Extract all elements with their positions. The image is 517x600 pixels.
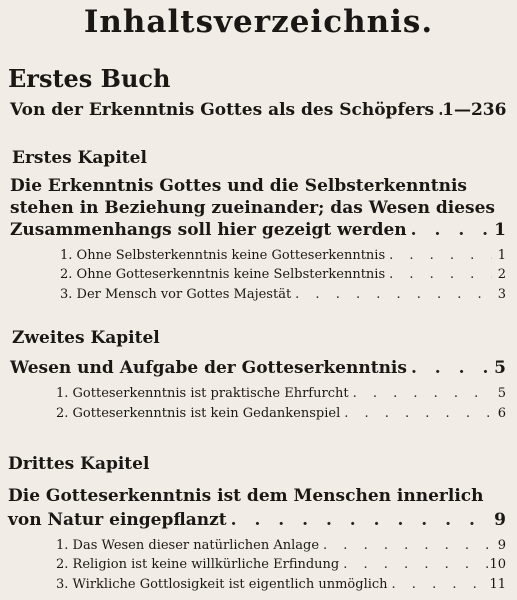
section-label: 1. Das Wesen dieser natürlichen Anlage [56,538,320,553]
section-label: 3. Wirkliche Gottlosigkeit ist eigentlich unmöglich [56,577,388,592]
section-page: 5 [497,386,506,401]
section-label: 2. Gotteserkenntnis ist kein Gedankenspiel [56,406,341,421]
book-title: Erstes Buch [8,64,171,93]
toc-entry [60,287,506,302]
section-label: 2. Religion ist keine willkürliche Erfindung [56,557,340,572]
section-page: 3 [497,287,506,302]
leader-dots [291,287,492,302]
chapter-3-page: 9 [494,510,506,530]
chapter-3-heading-entry [8,510,506,530]
leader-dots [227,510,492,530]
toc-entry [56,406,506,421]
chapter-2-label: Zweites Kapitel [12,328,160,348]
leader-dots [339,557,489,572]
book-subtitle: Von der Erkenntnis Gottes als des Schöpfers [10,100,435,120]
section-label: 1. Gotteserkenntnis ist praktische Ehrfurcht [56,386,349,401]
chapter-2-page: 5 [494,358,506,378]
chapter-1-label: Erstes Kapitel [12,148,147,168]
chapter-1-heading-entry [10,220,506,240]
section-page: 2 [497,267,506,282]
chapter-2-heading-entry [10,358,506,378]
section-page: 9 [497,538,506,553]
section-page: 6 [497,406,506,421]
chapter-1-heading-line-1: Die Erkenntnis Gottes und die Selbsterkenntnis [10,176,467,196]
chapter-1-page: 1 [494,220,506,240]
leader-dots [385,267,492,282]
leader-dots [340,406,492,421]
leader-dots [385,248,492,263]
chapter-3-heading-line-2: von Natur eingepflanzt [8,510,227,530]
toc-entry [56,557,506,572]
section-page: 1 [497,248,506,263]
book-subtitle-entry [10,100,507,120]
toc-entry [60,267,506,282]
chapter-3-heading-line-1: Die Gotteserkenntnis ist dem Menschen innerlich [8,486,484,506]
section-page: 11 [489,577,506,592]
leader-dots [407,358,492,378]
section-label: 2. Ohne Gotteserkenntnis keine Selbsterkenntnis [60,267,386,282]
toc-entry [56,386,506,401]
section-label: 3. Der Mensch vor Gottes Majestät [60,287,292,302]
chapter-3-label: Drittes Kapitel [8,454,150,474]
leader-dots [349,386,492,401]
leader-dots [434,100,442,120]
chapter-1-heading-line-2: stehen in Beziehung zueinander; das Wesen dieses [10,198,495,218]
book-page-range: 1—236 [442,100,507,120]
section-page: 10 [489,557,506,572]
leader-dots [388,577,490,592]
chapter-1-heading-line-3: Zusammenhangs soll hier gezeigt werden [10,220,407,240]
toc-entry [60,248,506,263]
leader-dots [319,538,492,553]
chapter-2-heading: Wesen und Aufgabe der Gotteserkenntnis [10,358,407,378]
toc-entry [56,538,506,553]
toc-title: Inhaltsverzeichnis. [83,4,434,40]
leader-dots [407,220,492,240]
toc-entry [56,577,506,592]
section-label: 1. Ohne Selbsterkenntnis keine Gotteserkenntnis [60,248,386,263]
